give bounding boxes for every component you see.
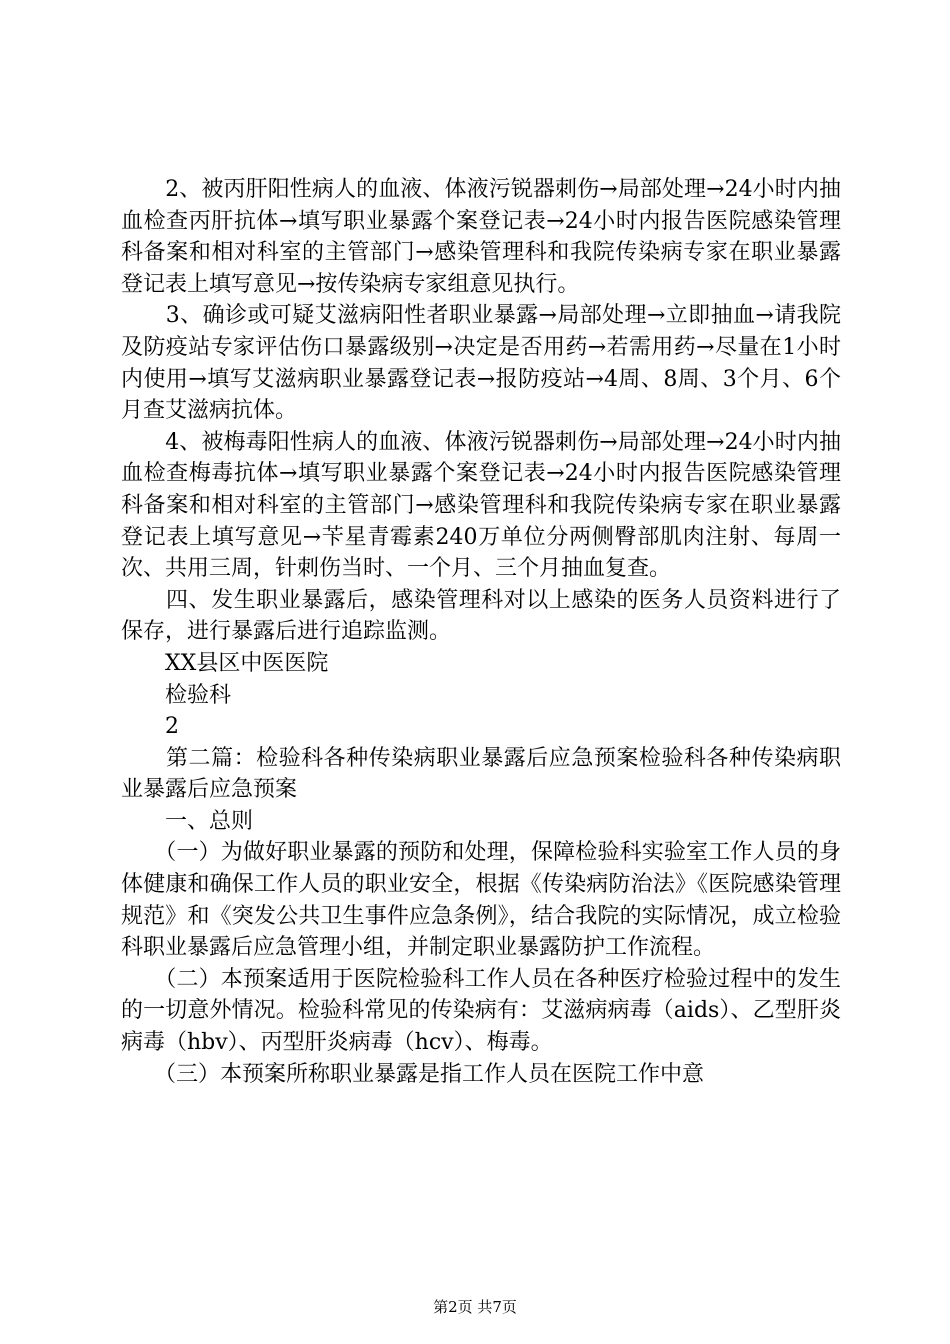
- paragraph-purpose: （一）为做好职业暴露的预防和处理，保障检验科实验室工作人员的身体健康和确保工作人员的职业安全，根据《传染病防治法》《医院感染管理规范》和《突发公共卫生事件应急条例》，结合我院的实际情况，成立检验科职业暴露后应急管理小组，并制定职业暴露防护工作流程。: [121, 840, 841, 961]
- page-footer: 第2页 共7页: [433, 1298, 517, 1316]
- paragraph-hiv-exposure: 3、确诊或可疑艾滋病阳性者职业暴露→局部处理→立即抽血→请我院及防疫站专家评估伤口暴露级别→决定是否用药→若需用药→尽量在1小时内使用→填写艾滋病职业暴露登记表→报防疫站→4周、8周、3个月、6个月查艾滋病抗体。: [121, 303, 841, 424]
- paragraph-definition: （三）本预案所称职业暴露是指工作人员在医院工作中意: [121, 1061, 705, 1087]
- chapter-title: 第二篇：检验科各种传染病职业暴露后应急预案检验科各种传染病职业暴露后应急预案: [121, 745, 841, 803]
- department-name: 检验科: [121, 682, 232, 708]
- paragraph-follow-up: 四、发生职业暴露后，感染管理科对以上感染的医务人员资料进行了保存，进行暴露后进行追踪监测。: [121, 587, 841, 645]
- hospital-name: XX县区中医医院: [121, 650, 329, 676]
- section-heading-general: 一、总则: [121, 808, 254, 834]
- body-text: [121, 174, 841, 1090]
- paragraph-hcv-exposure: 2、被丙肝阳性病人的血液、体液污锐器刺伤→局部处理→24小时内抽血检查丙肝抗体→填写职业暴露个案登记表→24小时内报告医院感染管理科备案和相对科室的主管部门→感染管理科和我院传染病专家在职业暴露登记表上填写意见→按传染病专家组意见执行。: [121, 177, 841, 297]
- paragraph-syphilis-exposure: 4、被梅毒阳性病人的血液、体液污锐器刺伤→局部处理→24小时内抽血检查梅毒抗体→填写职业暴露个案登记表→24小时内报告医院感染管理科备案和相对科室的主管部门→感染管理科和我院传染病专家在职业暴露登记表上填写意见→苄星青霉素240万单位分两侧臀部肌肉注射、每周一次、共用三周，针刺伤当时、一个月、三个月抽血复查。: [121, 429, 841, 582]
- paragraph-scope: （二）本预案适用于医院检验科工作人员在各种医疗检验过程中的发生的一切意外情况。检验科常见的传染病有：艾滋病病毒（aids）、乙型肝炎病毒（hbv）、丙型肝炎病毒（hcv）、梅毒。: [121, 966, 841, 1056]
- section-number: 2: [121, 714, 179, 740]
